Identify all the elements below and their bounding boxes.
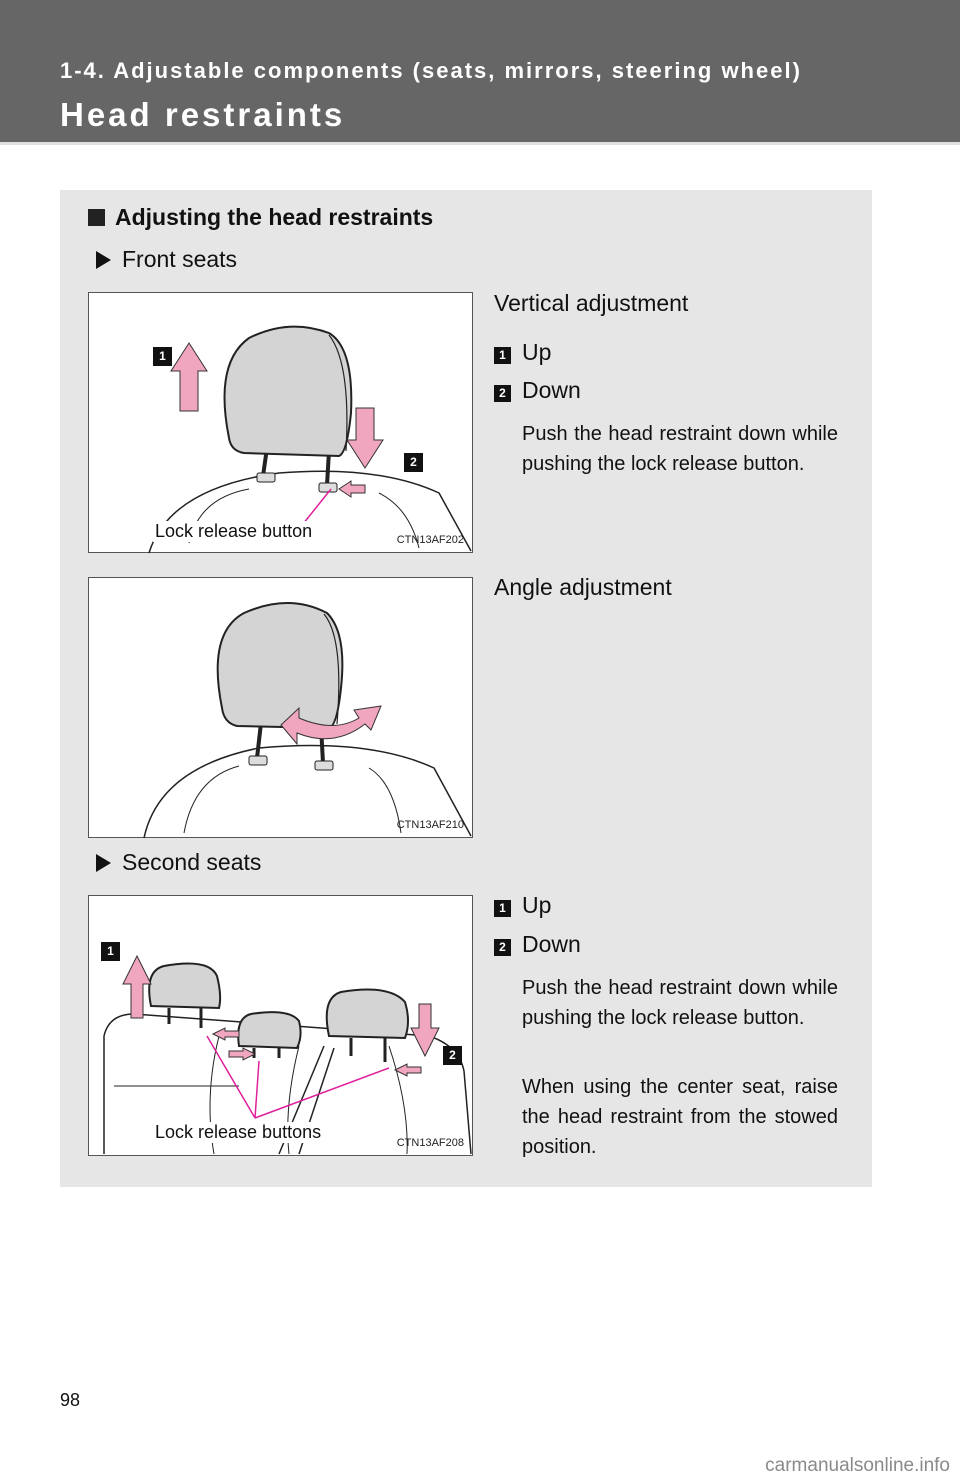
number-2-icon: 2 bbox=[494, 385, 511, 402]
page-number: 98 bbox=[60, 1390, 81, 1410]
front-seats-label: Front seats bbox=[96, 246, 237, 273]
item-up: 1 Up bbox=[494, 892, 551, 919]
item-down: 2 Down bbox=[494, 931, 581, 958]
triangle-bullet-icon bbox=[96, 251, 111, 269]
callout-2: 2 bbox=[449, 1048, 456, 1062]
square-bullet-icon bbox=[88, 209, 105, 226]
page-header bbox=[0, 0, 960, 145]
callout-1: 1 bbox=[107, 944, 114, 958]
number-1-icon: 1 bbox=[494, 347, 511, 364]
figure-id: CTN13AF210 bbox=[396, 819, 464, 831]
vertical-adjustment-title: Vertical adjustment bbox=[494, 290, 689, 316]
second-seats-label: Second seats bbox=[96, 849, 261, 876]
heading-text: Adjusting the head restraints bbox=[115, 204, 434, 230]
number-2-icon: 2 bbox=[494, 939, 511, 956]
angle-adjustment-title: Angle adjustment bbox=[494, 574, 672, 600]
callout-2: 2 bbox=[410, 455, 417, 469]
item-down: 2 Down bbox=[494, 377, 581, 404]
second-note-2: When using the center seat, raise the head restraint from the stowed position. bbox=[522, 1076, 838, 1158]
section-heading bbox=[88, 204, 433, 231]
figure-angle-adjustment bbox=[88, 577, 473, 838]
second-note-1: Push the head restraint down while pushing the lock release button. bbox=[522, 977, 838, 1029]
figure-second-seats bbox=[88, 895, 473, 1156]
page-title: Head restraints bbox=[60, 96, 346, 133]
number-1-icon: 1 bbox=[494, 900, 511, 917]
lock-release-buttons-label: Lock release buttons bbox=[155, 1122, 322, 1142]
callout-1: 1 bbox=[159, 349, 166, 363]
triangle-bullet-icon bbox=[96, 854, 111, 872]
lock-release-button-label: Lock release button bbox=[155, 521, 313, 541]
item-up: 1 Up bbox=[494, 339, 551, 366]
figure-id: CTN13AF208 bbox=[396, 1137, 464, 1149]
section-title: 1-4. Adjustable components (seats, mirrors, steering wheel) bbox=[60, 58, 802, 83]
figure-id: CTN13AF202 bbox=[396, 534, 464, 546]
figure-vertical-adjustment bbox=[88, 292, 473, 553]
vertical-note: Push the head restraint down while pushing the lock release button. bbox=[522, 423, 838, 475]
watermark: carmanualsonline.info bbox=[765, 1455, 950, 1476]
